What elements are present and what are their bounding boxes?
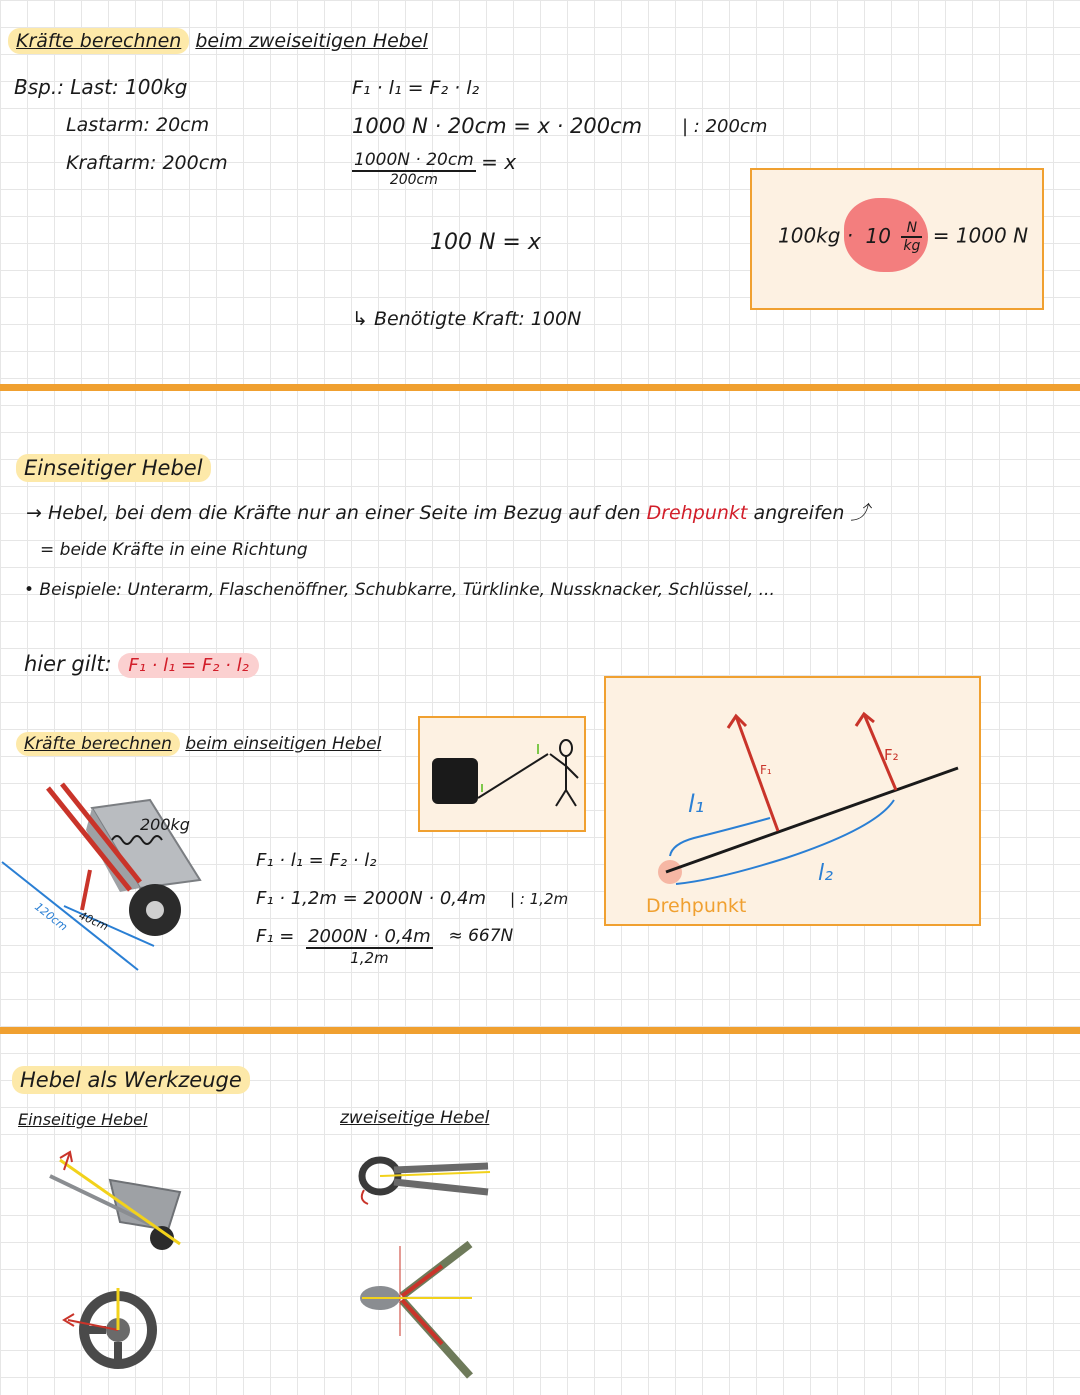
calc-heading-rest: beim einseitigen Hebel <box>185 734 382 754</box>
calc-step-2: F₁ · 1,2m = 2000N · 0,4m <box>256 888 487 909</box>
examples-line: • Beispiele: Unterarm, Flaschenöffner, Schubkarre, Türklinke, Nussknacker, Schlüssel, ... <box>24 580 775 600</box>
definition-line-2: = beide Kräfte in eine Richtung <box>40 540 308 560</box>
section1-heading-rest: beim zweiseitigen Hebel <box>195 30 428 52</box>
tool-bolt-cutter <box>352 1236 482 1386</box>
conversion-unit-num: N <box>901 220 922 238</box>
lever-bar <box>666 768 958 872</box>
equation-fraction <box>352 150 516 188</box>
conversion-unit-den: kg <box>903 238 921 254</box>
example-load-arm: Lastarm: 20cm <box>66 114 210 136</box>
definition-pivot-word: Drehpunkt <box>646 502 748 524</box>
fraction-denominator: 200cm <box>389 172 438 188</box>
here-applies-label: hier gilt: <box>24 652 112 676</box>
wheelbarrow-length-short: 40cm <box>76 908 111 934</box>
calc-step-3-fraction <box>306 926 433 967</box>
stick-figure-icon <box>550 740 578 806</box>
section2-heading-text: Einseitiger Hebel <box>16 454 211 482</box>
section2-heading <box>16 456 211 480</box>
equation-result: 100 N = x <box>430 230 541 255</box>
arm-bracket-1 <box>670 818 770 856</box>
equation-substituted: 1000 N · 20cm = x · 200cm <box>352 114 643 138</box>
section3-heading <box>12 1068 250 1092</box>
definition-text: → Hebel, bei dem die Kräfte nur an einer Seite im Bezug auf den <box>26 502 641 524</box>
arm-label-1: l₁ <box>688 790 705 818</box>
equation-lever-law: F₁ · l₁ = F₂ · l₂ <box>352 77 480 99</box>
calc-step-3-num: 2000N · 0,4m <box>308 926 431 947</box>
fraction <box>352 150 476 188</box>
tool-pincers <box>350 1150 495 1210</box>
force-label-2: F₂ <box>884 746 899 764</box>
wheelbarrow-length-long: 120cm <box>32 900 70 934</box>
calc-step-3-lhs: F₁ = <box>256 926 295 947</box>
fraction-rhs: = x <box>481 150 517 174</box>
arm-bracket-2 <box>676 800 894 884</box>
section3-heading-text: Hebel als Werkzeuge <box>12 1066 250 1094</box>
definition-line <box>26 498 869 525</box>
calc-heading-highlight: Kräfte berechnen <box>16 732 180 756</box>
example-load: Bsp.: Last: 100kg <box>14 75 188 99</box>
wheelbarrow-illustration <box>0 770 240 985</box>
pull-sketch-box <box>418 716 586 832</box>
steering-wheel-icon <box>64 1288 152 1364</box>
lever-diagram-box <box>604 676 981 926</box>
definition-arrow-icon: ⤴ <box>850 502 870 524</box>
conversion-factor: 10 <box>865 223 891 248</box>
wheelbarrow-load: 200kg <box>140 815 190 834</box>
here-applies-formula: F₁ · l₁ = F₂ · l₂ <box>118 653 258 678</box>
force-label-1: F₁ <box>760 763 772 777</box>
calc-step-2-note: | : 1,2m <box>510 890 569 908</box>
section1-heading-highlight: Kräfte berechnen <box>8 28 189 54</box>
required-force: ↳ Benötigte Kraft: 100N <box>352 308 582 330</box>
tool-steering-wheel <box>58 1284 158 1370</box>
conversion-unit <box>901 220 922 254</box>
calc-step-3 <box>256 926 513 967</box>
divider-1 <box>0 384 1080 391</box>
fraction-numerator: 1000N · 20cm <box>354 150 474 170</box>
conversion-box <box>750 168 1044 310</box>
calc-step-3-den: 1,2m <box>350 949 389 967</box>
calc-step-1: F₁ · l₁ = F₂ · l₂ <box>256 850 377 871</box>
conversion-line <box>778 220 1028 254</box>
pull-sketch <box>420 718 584 830</box>
lever-diagram <box>606 678 979 924</box>
equation-divide-note: | : 200cm <box>682 116 768 137</box>
conversion-mass: 100kg · <box>778 223 854 248</box>
wheelbarrow-icon <box>48 784 200 936</box>
arm-label-2: l₂ <box>818 861 833 886</box>
tool-wheelbarrow <box>40 1146 200 1256</box>
pincers-icon <box>362 1160 490 1204</box>
example-force-arm: Kraftarm: 200cm <box>66 152 228 174</box>
wheelbarrow-tool-icon <box>50 1152 180 1250</box>
one-sided-levers-label: Einseitige Hebel <box>18 1110 148 1129</box>
calc-heading <box>16 734 381 754</box>
definition-text-end: angreifen <box>753 502 845 524</box>
divider-2 <box>0 1027 1080 1034</box>
here-applies <box>24 652 259 676</box>
pivot-label: Drehpunkt <box>646 895 747 917</box>
calc-step-3-result: ≈ 667N <box>448 926 514 946</box>
section1-heading <box>8 30 428 52</box>
two-sided-levers-label: zweiseitige Hebel <box>340 1108 490 1128</box>
bolt-cutter-icon <box>360 1244 472 1376</box>
block-icon <box>432 758 478 804</box>
conversion-result: = 1000 N <box>932 223 1029 248</box>
